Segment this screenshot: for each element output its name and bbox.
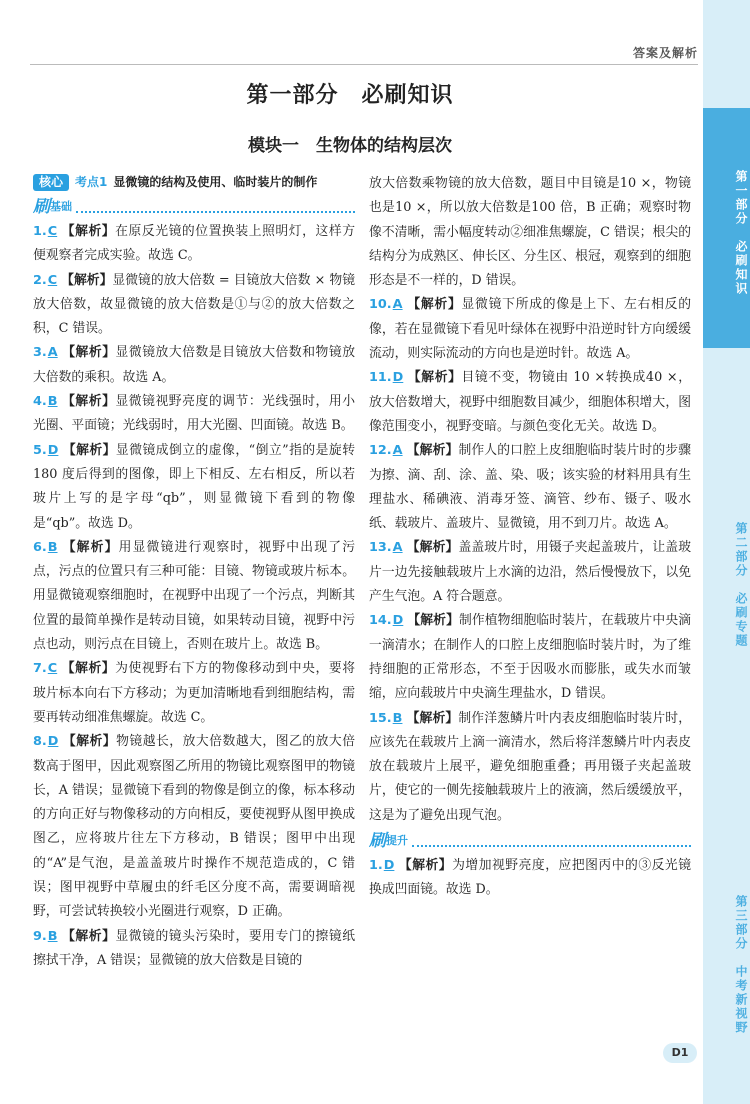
analysis-text: 盖盖玻片时，用镊子夹起盖玻片，让盖玻片一边先接触载玻片上水滴的边沿，然后慢慢放下，以免产生气泡。A 符合题意。	[369, 540, 692, 605]
question-number: 14.	[369, 613, 392, 629]
analysis-tag: 【解析】	[62, 442, 116, 458]
sidebar	[703, 0, 750, 1104]
answer-choice: A	[47, 345, 58, 361]
sidebar-tab-part2[interactable]: 第二部分 必刷专题	[734, 522, 748, 648]
answer-choice: A	[392, 297, 403, 313]
answer-item	[369, 439, 691, 536]
knowledge-point-header	[33, 172, 355, 192]
analysis-tag: 【解析】	[61, 394, 116, 410]
header-divider	[30, 64, 698, 65]
section-divider	[412, 835, 691, 847]
answer-item	[33, 390, 355, 439]
question-number: 5.	[33, 442, 47, 458]
section-basic-label: 基础	[50, 199, 72, 213]
answer-choice: D	[383, 858, 395, 874]
analysis-text: 物镜越长，放大倍数越大，图乙的放大倍数高于图甲，因此观察图乙所用的物镜比观察图甲的物镜长，A 错误；显微镜下看到的物像是倒立的像，标本移动的方向正好与物像移动的方向相反，要使视野从图甲换成图乙，应将玻片往左下方移动，B 错误；图甲中出现的“A”是气泡，是盖盖玻片时操作不规范造成的，C 错误；图甲视野中草履虫的纤毛区分度不高，需要调暗视野，可尝试转换较小光圈进行观察，D 正确。	[33, 734, 356, 920]
page-number: D1	[663, 1043, 697, 1063]
answer-item	[33, 269, 355, 342]
analysis-tag: 【解析】	[61, 928, 116, 944]
core-badge: 核心	[33, 174, 69, 191]
analysis-text: 显微镜视野亮度的调节：光线强时，用小光圈、平面镜；光线弱时，用大光圈、凹面镜。故选 B。	[33, 394, 356, 434]
answer-list-right	[369, 293, 691, 828]
answer-item	[33, 657, 355, 730]
question-number: 7.	[33, 661, 47, 677]
answer-choice: A	[392, 443, 403, 459]
knowledge-point-number: 考点1	[75, 174, 108, 189]
analysis-text: 显微镜下所成的像是上下、左右相反的像，若在显微镜下看见叶绿体在视野中沿逆时针方向缓缓流动，则实际流动的方向也是逆时针。故选 A。	[369, 297, 692, 362]
question-number: 13.	[369, 540, 392, 556]
analysis-text: 在原反光镜的位置换装上照明灯，这样方便观察者完成实验。故选 C。	[33, 224, 356, 264]
question-number: 8.	[33, 734, 47, 750]
analysis-tag: 【解析】	[61, 345, 116, 361]
analysis-tag: 【解析】	[406, 443, 459, 459]
answer-item	[369, 536, 691, 609]
answer-choice: D	[47, 442, 59, 458]
sidebar-tab-part1[interactable]: 第一部分 必刷知识	[703, 108, 750, 348]
analysis-tag: 【解析】	[406, 540, 459, 556]
analysis-text: 制作洋葱鳞片叶内表皮细胞临时装片时，应该先在载玻片上滴一滴清水，然后将洋葱鳞片叶内表皮放在载玻片上展平，避免细胞重叠；再用镊子夹起盖玻片，使它的一侧先接触载玻片上的液滴，然后缓缓放平，这是为了避免出现气泡。	[369, 710, 692, 823]
answer-choice: B	[47, 539, 58, 555]
analysis-tag: 【解析】	[61, 661, 116, 677]
answer-item	[369, 366, 691, 439]
left-column	[33, 172, 355, 973]
analysis-text: 显微镜的放大倍数 = 目镜放大倍数 × 物镜放大倍数，故显微镜的放大倍数是①与②的放大倍数之积，C 错误。	[33, 272, 356, 337]
answer-choice: D	[47, 734, 59, 750]
section-advanced-label: 提升	[386, 833, 408, 847]
answer-choice: B	[47, 928, 58, 944]
question-number: 4.	[33, 394, 47, 410]
analysis-text: 用显微镜进行观察时，视野中出现了污点，污点的位置只有三种可能：目镜、物镜或玻片标本。用显微镜观察细胞时，在视野中出现了一个污点，判断其位置的最简单操作是转动目镜，如果转动目镜，视野中污点也动，则污点在目镜上，否则在玻片上。故选 B。	[33, 539, 356, 653]
analysis-tag: 【解析】	[61, 272, 113, 288]
answer-continuation: 放大倍数乘物镜的放大倍数，题目中目镜是10 ×，物镜也是10 ×，所以放大倍数是100 倍，B 正确；观察时物像不清晰，需小幅度转动②细准焦螺旋，C 错误；根尖的结构分为成熟区、伸长区、分生区、根冠，观察到的细胞形态是不一样的，D 错误。	[369, 176, 691, 289]
analysis-tag: 【解析】	[406, 297, 462, 313]
question-number: 6.	[33, 539, 47, 555]
answer-item	[369, 293, 691, 366]
answer-choice: D	[392, 370, 404, 386]
question-number: 3.	[33, 345, 47, 361]
analysis-text: 目镜不变，物镜由 10 ×转换成40 ×，放大倍数增大，视野中细胞数目减少，细胞体积增大，图像范围变小，视野变暗。与颜色变化无关。故选 D。	[369, 370, 692, 434]
answer-item	[369, 854, 691, 903]
analysis-tag: 【解析】	[407, 370, 462, 386]
answer-choice: C	[47, 272, 58, 288]
answer-item	[33, 220, 355, 269]
question-number: 2.	[33, 272, 47, 288]
answer-item	[33, 925, 355, 974]
analysis-text: 为增加视野亮度，应把图丙中的③反光镜换成凹面镜。故选 D。	[369, 858, 692, 898]
analysis-tag: 【解析】	[61, 224, 116, 239]
knowledge-point-title: 显微镜的结构及使用、临时装片的制作	[113, 174, 318, 189]
right-column	[369, 172, 691, 903]
analysis-tag: 【解析】	[61, 539, 119, 555]
answer-list-advanced	[369, 854, 691, 903]
analysis-tag: 【解析】	[62, 734, 117, 750]
question-number: 12.	[369, 443, 392, 459]
answer-item	[33, 439, 355, 536]
brush-icon: 刷	[369, 830, 386, 851]
answer-choice: A	[392, 540, 403, 556]
answer-choice: C	[47, 224, 58, 239]
sidebar-tab-part3[interactable]: 第三部分 中考新视野	[734, 895, 748, 1035]
question-number: 1.	[369, 858, 383, 874]
page-title: 第一部分 必刷知识	[246, 83, 454, 108]
answer-choice: D	[392, 613, 404, 629]
question-number: 15.	[369, 710, 392, 726]
analysis-tag: 【解析】	[406, 710, 459, 726]
question-number: 9.	[33, 928, 47, 944]
brush-icon: 刷	[33, 196, 50, 217]
analysis-text: 为使视野右下方的物像移动到中央，要将玻片标本向右下方移动；为更加清晰地看到细胞结构，需要再转动细准焦螺旋。故选 C。	[33, 661, 356, 725]
question-number: 1.	[33, 224, 47, 239]
analysis-text: 制作植物细胞临时装片，在载玻片中央滴一滴清水；在制作人的口腔上皮细胞临时装片时，为了维持细胞的正常形态，不至于因吸水而膨胀，或失水而皱缩，应向载玻片中央滴生理盐水，D 错误。	[369, 613, 692, 702]
section-divider	[76, 201, 355, 213]
analysis-text: 制作人的口腔上皮细胞临时装片时的步骤为擦、滴、刮、涂、盖、染、吸；该实验的材料用具有生理盐水、稀碘液、消毒牙签、滴管、纱布、镊子、吸水纸、载玻片、盖玻片、显微镜，用不到刀片。故选 A。	[369, 443, 692, 532]
answer-item	[33, 730, 355, 924]
analysis-tag: 【解析】	[398, 858, 453, 874]
analysis-text: 显微镜成倒立的虚像，“倒立”指的是旋转 180 度后得到的图像，即上下相反、左右相反，所以若玻片上写的是字母“qb”，则显微镜下看到的物像是“qb”。故选 D。	[33, 442, 355, 531]
answer-item	[369, 609, 691, 706]
answer-choice: B	[392, 710, 403, 726]
answer-choice: C	[47, 661, 58, 677]
analysis-tag: 【解析】	[407, 613, 459, 629]
section-basic-header	[33, 194, 355, 220]
question-number: 10.	[369, 297, 392, 313]
answer-list-left	[33, 220, 355, 973]
analysis-text: 显微镜放大倍数是目镜放大倍数和物镜放大倍数的乘积。故选 A。	[33, 345, 356, 385]
header-tag: 答案及解析	[632, 46, 698, 60]
answer-item	[33, 341, 355, 390]
question-number: 11.	[369, 370, 392, 386]
answer-item	[33, 536, 355, 657]
answer-choice: B	[47, 394, 58, 410]
analysis-text: 显微镜的镜头污染时，要用专门的擦镜纸擦拭干净，A 错误；显微镜的放大倍数是目镜的	[33, 928, 356, 968]
answer-item	[369, 707, 691, 828]
section-advanced-header	[369, 828, 691, 854]
module-subtitle: 模块一 生物体的结构层次	[248, 136, 452, 156]
